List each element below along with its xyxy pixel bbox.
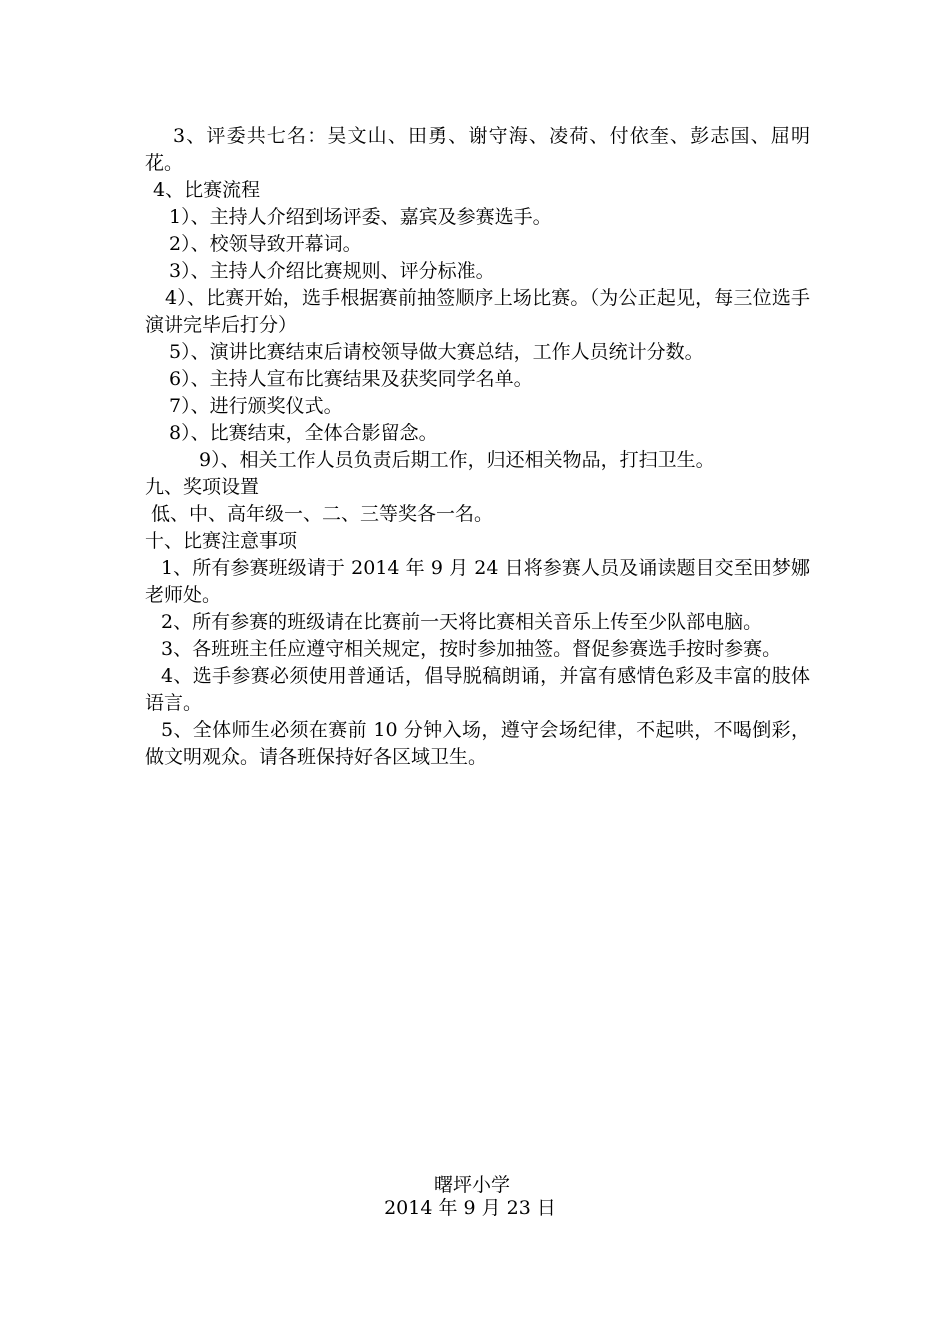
note-item-2: 2、所有参赛的班级请在比赛前一天将比赛相关音乐上传至少队部电脑。 bbox=[161, 611, 763, 633]
section-heading-awards: 九、奖项设置 bbox=[145, 476, 260, 498]
procedure-step-2: 2）、校领导致开幕词。 bbox=[169, 233, 362, 255]
procedure-step-6: 6）、主持人宣布比赛结果及获奖同学名单。 bbox=[169, 368, 533, 390]
procedure-step-5: 5）、演讲比赛结束后请校领导做大赛总结，工作人员统计分数。 bbox=[169, 341, 704, 363]
procedure-step-4: 4）、比赛开始，选手根据赛前抽签顺序上场比赛。（为公正起见，每三位选手演讲完毕后打分） bbox=[145, 287, 810, 336]
awards-paragraph: 低、中、高年级一、二、三等奖各一名。 bbox=[151, 503, 494, 525]
note-item-5: 5、全体师生必须在赛前 10 分钟入场，遵守会场纪律，不起哄，不喝倒彩，做文明观众。请各班保持好各区域卫生。 bbox=[145, 719, 810, 768]
signature-school: 曙坪小学 bbox=[433, 1174, 510, 1196]
document-body bbox=[145, 123, 810, 771]
note-item-1: 1、所有参赛班级请于 2014 年 9 月 24 日将参赛人员及诵读题目交至田梦娜老师处。 bbox=[145, 557, 810, 606]
procedure-step-8: 8）、比赛结束，全体合影留念。 bbox=[169, 422, 438, 444]
note-item-4: 4、选手参赛必须使用普通话，倡导脱稿朗诵，并富有感情色彩及丰富的肢体语言。 bbox=[145, 665, 810, 714]
judges-paragraph: 3、评委共七名：吴文山、田勇、谢守海、凌荷、付依奎、彭志国、屈明花。 bbox=[145, 125, 810, 174]
procedure-step-7: 7）、进行颁奖仪式。 bbox=[169, 395, 343, 417]
procedure-step-3: 3）、主持人介绍比赛规则、评分标准。 bbox=[169, 260, 495, 282]
section-heading-notes: 十、比赛注意事项 bbox=[145, 530, 298, 552]
procedure-step-1: 1）、主持人介绍到场评委、嘉宾及参赛选手。 bbox=[169, 206, 552, 228]
procedure-step-9: 9）、相关工作人员负责后期工作，归还相关物品，打扫卫生。 bbox=[199, 449, 715, 471]
note-item-3: 3、各班班主任应遵守相关规定，按时参加抽签。督促参赛选手按时参赛。 bbox=[161, 638, 782, 660]
section-heading-procedure: 4、比赛流程 bbox=[153, 179, 261, 201]
signature-date: 2014 年 9 月 23 日 bbox=[384, 1197, 556, 1219]
